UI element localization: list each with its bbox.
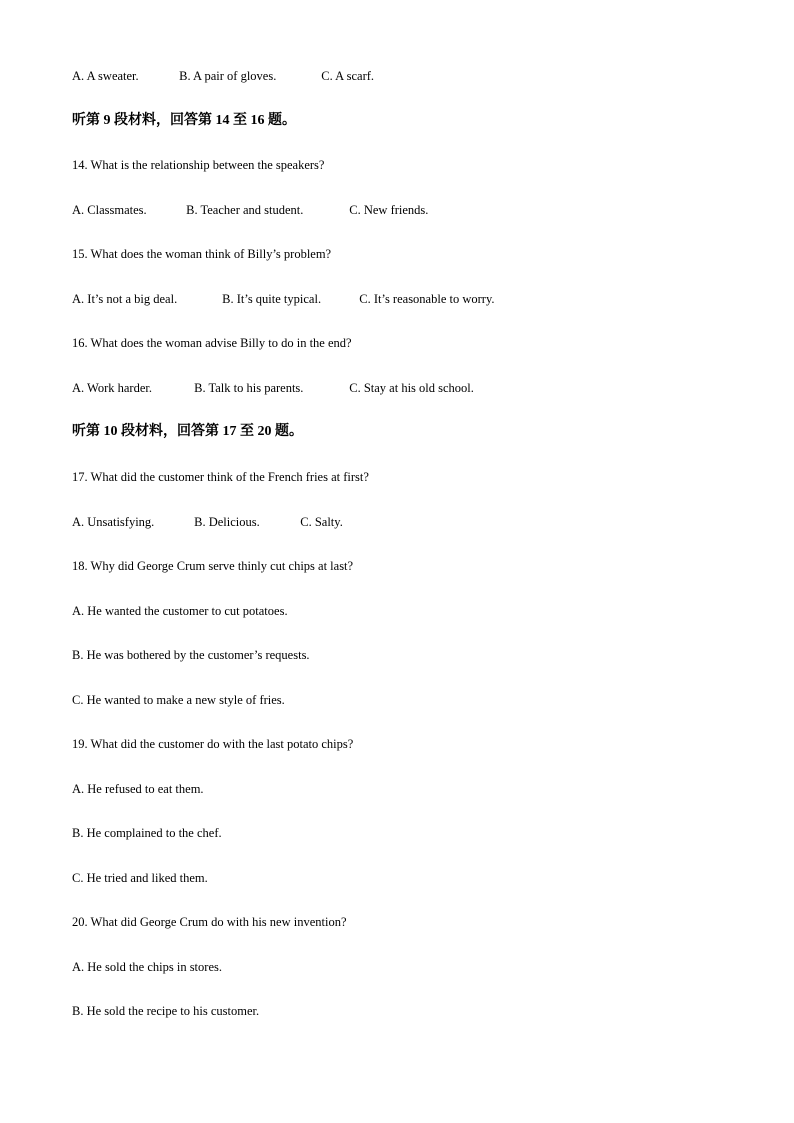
q16-option-a: A. Work harder. [72,381,152,395]
q13-option-b: B. A pair of gloves. [179,69,277,83]
q13-option-c: C. A scarf. [321,69,375,83]
q19-option-a: A. He refused to eat them. [72,782,204,796]
q15-question: 15. What does the woman think of Billy’s problem? [72,247,332,261]
q18-option-b: B. He was bothered by the customer’s requests. [72,648,310,662]
q14-option-b: B. Teacher and student. [186,203,304,217]
q17-option-c: C. Salty. [300,515,343,529]
q18-option-a: A. He wanted the customer to cut potatoes. [72,604,288,618]
q15-option-b: B. It’s quite typical. [222,292,322,306]
q15-option-a: A. It’s not a big deal. [72,292,178,306]
section-10-heading: 听第 10 段材料，回答第 17 至 20 题。 [72,424,303,439]
q17-option-a: A. Unsatisfying. [72,515,155,529]
q14-question: 14. What is the relationship between the speakers? [72,158,325,172]
q14-option-a: A. Classmates. [72,203,147,217]
q16-options-row [72,380,474,396]
q17-option-b: B. Delicious. [194,515,260,529]
q17-question: 17. What did the customer think of the French fries at first? [72,470,369,484]
q19-option-c: C. He tried and liked them. [72,871,208,885]
q20-option-b: B. He sold the recipe to his customer. [72,1004,260,1018]
q18-option-c: C. He wanted to make a new style of fries. [72,693,285,707]
q15-option-c: C. It’s reasonable to worry. [359,292,495,306]
q13-options-row [72,68,374,84]
q13-option-a: A. A sweater. [72,69,139,83]
q14-options-row [72,202,428,218]
section-9-heading: 听第 9 段材料，回答第 14 至 16 题。 [72,113,296,128]
q14-option-c: C. New friends. [349,203,429,217]
q19-option-b: B. He complained to the chef. [72,826,222,840]
q19-question: 19. What did the customer do with the last potato chips? [72,737,354,751]
q15-options-row [72,291,495,307]
q20-option-a: A. He sold the chips in stores. [72,960,222,974]
q16-question: 16. What does the woman advise Billy to do in the end? [72,336,352,350]
q17-options-row [72,514,343,530]
q20-question: 20. What did George Crum do with his new invention? [72,915,347,929]
q16-option-b: B. Talk to his parents. [194,381,304,395]
q16-option-c: C. Stay at his old school. [349,381,474,395]
q18-question: 18. Why did George Crum serve thinly cut chips at last? [72,559,354,573]
